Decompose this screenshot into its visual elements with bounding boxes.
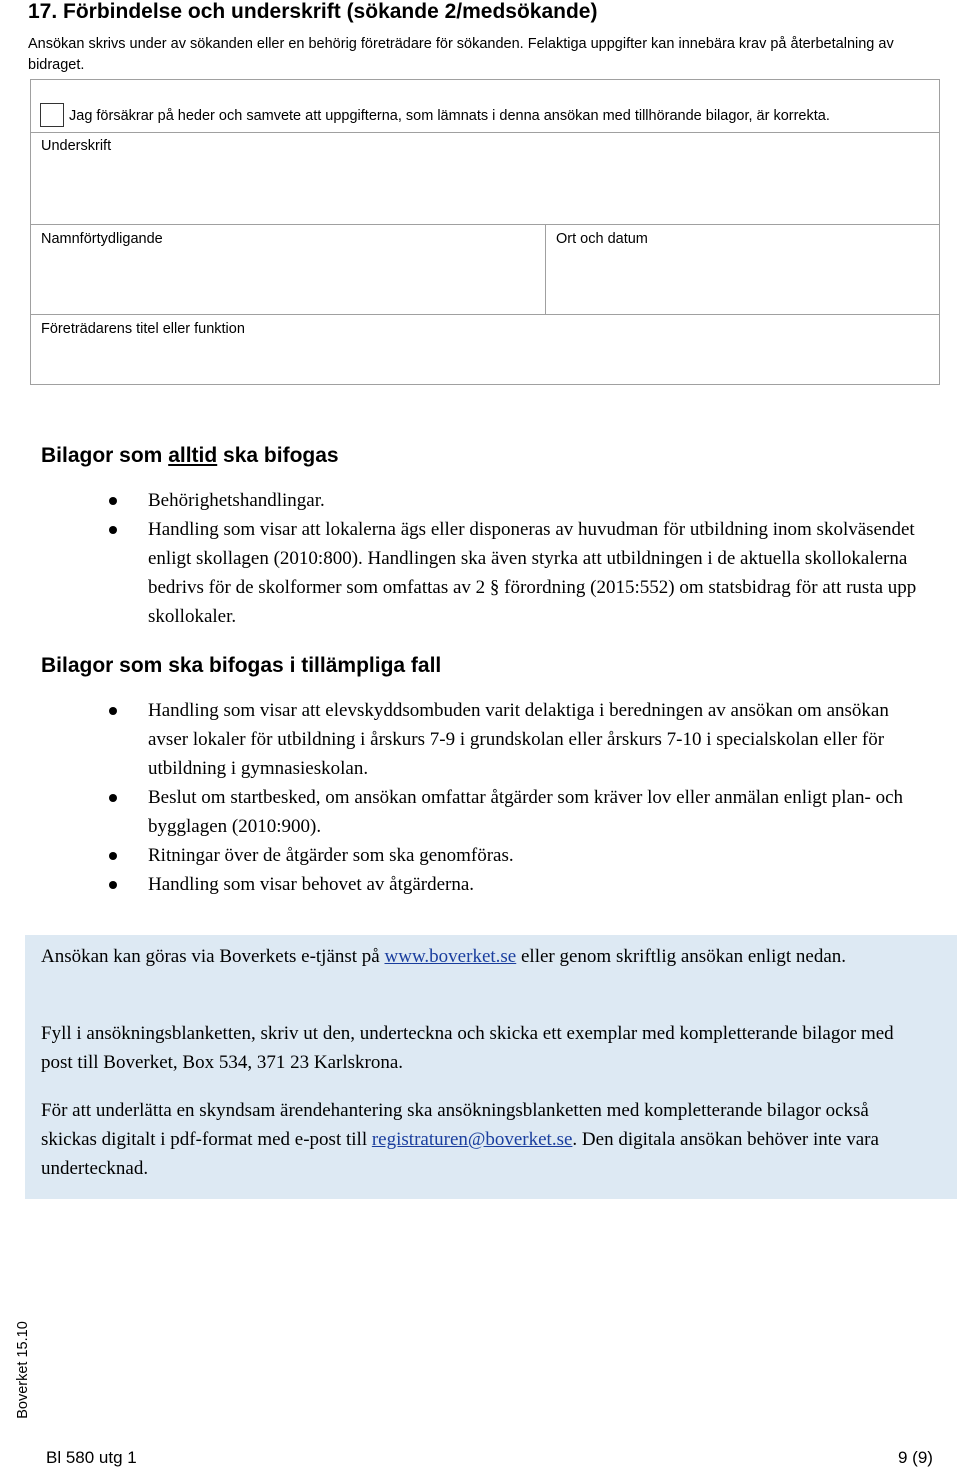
paragraph-text: eller genom skriftlig ansökan enligt nedan. bbox=[516, 946, 847, 967]
place-date-field[interactable] bbox=[546, 225, 939, 314]
always-attachments-list bbox=[148, 486, 928, 631]
title-field[interactable] bbox=[31, 315, 939, 384]
registratur-email-link[interactable]: registraturen@boverket.se bbox=[371, 1129, 573, 1150]
paragraph-text: Ansökan kan göras via Boverkets e-tjänst på bbox=[41, 946, 385, 967]
section-heading: 17. Förbindelse och underskrift (sökande 2/medsökande) bbox=[28, 0, 598, 23]
footer-form-id: Bl 580 utg 1 bbox=[46, 1448, 137, 1467]
title-text: ska bifogas bbox=[217, 444, 339, 467]
signature-label: Underskrift bbox=[41, 138, 112, 154]
list-item bbox=[148, 870, 928, 899]
name-label: Namnförtydligande bbox=[41, 231, 163, 247]
list-item-text: Handling som visar att elevskyddsombuden varit delaktiga i beredningen av ansökan om ansökan avser lokaler för utbildning i årskurs 7-9 i grundskolan eller årskurs 7-10 i specialskolan eller för utbildning i gymnasieskolan. bbox=[148, 700, 889, 779]
info-paragraph-email bbox=[41, 1096, 921, 1183]
list-item-text: Behörighetshandlingar. bbox=[148, 490, 325, 511]
bullet-icon bbox=[109, 707, 117, 715]
paragraph-text: För att underlätta en skyndsam ärendehantering ska ansökningsblanketten med kompletterande bilagor också skickas digitalt i pdf-format med e-post till bbox=[41, 1100, 869, 1150]
info-paragraph-online bbox=[41, 942, 921, 971]
applicable-attachments-title: Bilagor som ska bifogas i tillämpliga fall bbox=[41, 654, 442, 677]
list-item bbox=[148, 486, 928, 515]
title-text: Bilagor som bbox=[41, 444, 169, 467]
footer-page-number: 9 (9) bbox=[898, 1448, 933, 1467]
list-item-text: Beslut om startbesked, om ansökan omfattar åtgärder som kräver lov eller anmälan enligt plan- och bygglagen (2010:900). bbox=[148, 787, 904, 837]
list-item bbox=[148, 515, 928, 631]
list-item-text: Handling som visar att lokalerna ägs eller disponeras av huvudman för utbildning inom skolväsendet enligt skollagen (2010:800). Handlingen ska även styrka att utbildningen i de aktuella skollokalerna bedrivs för de skolformer som omfattas av 2 § förordning (2015:552) om statsbidrag för att rusta upp skollokaler. bbox=[148, 519, 917, 627]
bullet-icon bbox=[109, 852, 117, 860]
title-label: Företrädarens titel eller funktion bbox=[41, 321, 245, 337]
title-emphasis: alltid bbox=[168, 444, 218, 467]
bullet-icon bbox=[109, 881, 117, 889]
intro-text: Ansökan skrivs under av sökanden eller en behörig företrädare för sökanden. Felaktiga uppgifter kan innebära krav på återbetalning av bidraget. bbox=[28, 36, 894, 73]
list-item bbox=[148, 841, 928, 870]
applicable-attachments-list bbox=[148, 696, 928, 899]
side-version-label: Boverket 15.10 bbox=[15, 1321, 31, 1419]
certify-checkbox[interactable] bbox=[40, 103, 64, 127]
list-item bbox=[148, 696, 928, 783]
bullet-icon bbox=[109, 526, 117, 534]
signature-field[interactable] bbox=[31, 133, 939, 224]
info-paragraph-post: Fyll i ansökningsblanketten, skriv ut den, underteckna och skicka ett exemplar med kompletterande bilagor med post till Boverket, Box 534, 371 23 Karlskrona. bbox=[41, 1023, 894, 1073]
place-date-label: Ort och datum bbox=[556, 231, 648, 247]
always-attachments-title bbox=[41, 444, 339, 468]
boverket-link[interactable]: www.boverket.se bbox=[384, 946, 517, 967]
paragraph-text: . Den digitala ansökan behöver inte vara undertecknad. bbox=[41, 1129, 879, 1179]
bullet-icon bbox=[109, 497, 117, 505]
list-item-text: Handling som visar behovet av åtgärderna. bbox=[148, 874, 475, 895]
list-item-text: Ritningar över de åtgärder som ska genomföras. bbox=[148, 845, 514, 866]
bullet-icon bbox=[109, 794, 117, 802]
name-field[interactable] bbox=[31, 225, 544, 314]
certify-label: Jag försäkrar på heder och samvete att uppgifterna, som lämnats i denna ansökan med tillhörande bilagor, är korrekta. bbox=[69, 108, 830, 124]
list-item bbox=[148, 783, 928, 841]
